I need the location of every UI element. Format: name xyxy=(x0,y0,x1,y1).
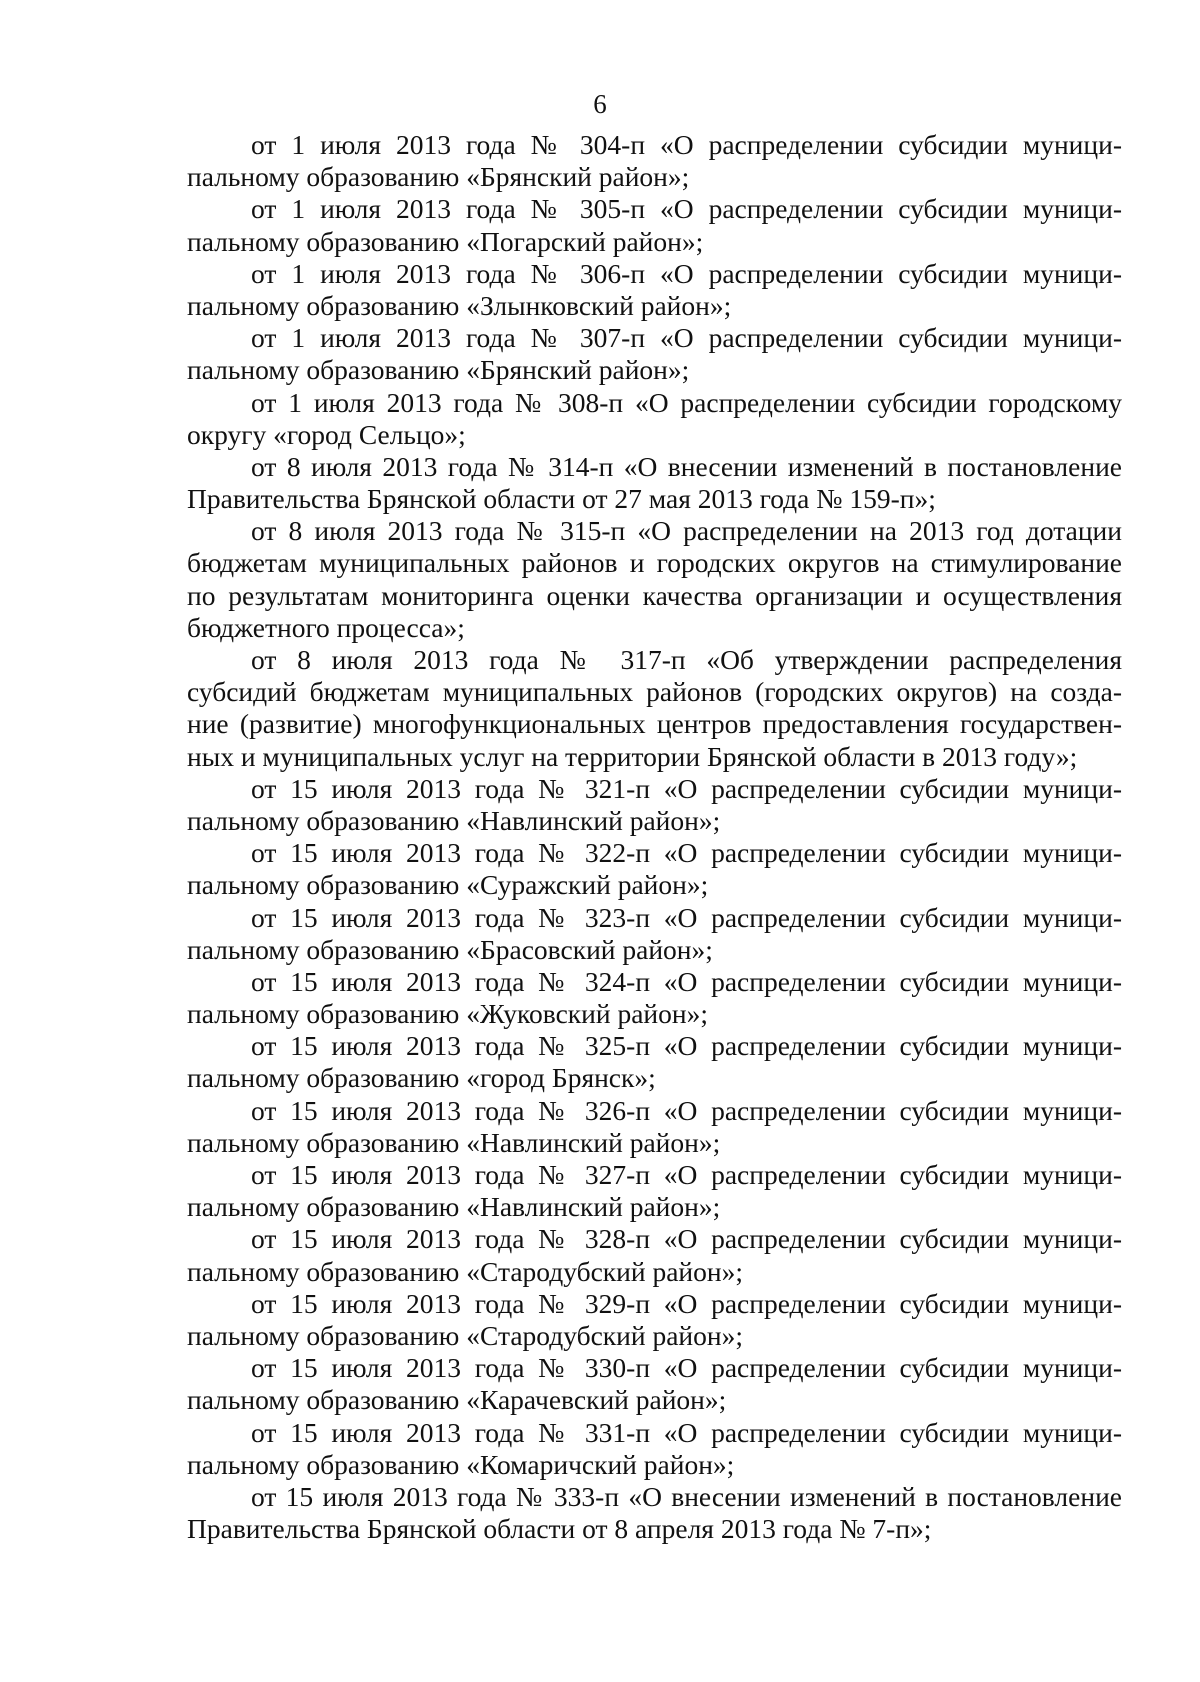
text-line: пальному образованию «Комаричский район»; xyxy=(187,1448,735,1480)
text-line: от 1 июля 2013 года № 305-п «О распределении субсидии муници- xyxy=(251,193,1122,225)
text-line: Правительства Брянской области от 27 мая 2013 года № 159-п»; xyxy=(187,483,936,515)
text-line: от 1 июля 2013 года № 304-п «О распределении субсидии муници- xyxy=(251,129,1122,160)
text-line: пальному образованию «Брасовский район»; xyxy=(187,933,713,965)
text-line: пальному образованию «Жуковский район»; xyxy=(187,998,708,1030)
list-entry xyxy=(187,322,1122,386)
text-line: от 1 июля 2013 года № 307-п «О распределении субсидии муници- xyxy=(251,322,1122,354)
text-line: пальному образованию «Навлинский район»; xyxy=(187,1191,721,1223)
text-line: от 8 июля 2013 года № 314-п «О внесении изменений в постановление xyxy=(251,450,1122,482)
list-entry xyxy=(187,515,1122,644)
text-line: пальному образованию «Погарский район»; xyxy=(187,225,704,257)
list-entry xyxy=(187,902,1122,966)
text-line: пальному образованию «Навлинский район»; xyxy=(187,1126,721,1158)
text-line: бюджетам муниципальных районов и городских округов на стимулирование xyxy=(187,547,1122,579)
text-line: от 15 июля 2013 года № 331-п «О распределении субсидии муници- xyxy=(251,1416,1122,1448)
list-entry xyxy=(187,644,1122,773)
text-line: от 15 июля 2013 года № 324-п «О распределении субсидии муници- xyxy=(251,965,1122,997)
text-line: ных и муниципальных услуг на территории Брянской области в 2013 году»; xyxy=(187,740,1078,772)
text-line: от 15 июля 2013 года № 330-п «О распределении субсидии муници- xyxy=(251,1352,1122,1384)
text-line: от 1 июля 2013 года № 308-п «О распределении субсидии городскому xyxy=(251,386,1122,418)
list-entry xyxy=(187,1481,1122,1545)
text-line: от 15 июля 2013 года № 328-п «О распределении субсидии муници- xyxy=(251,1223,1122,1255)
text-line: по результатам мониторинга оценки качества организации и осуществления xyxy=(187,579,1122,611)
text-line: округу «город Сельцо»; xyxy=(187,418,466,450)
text-line: от 8 июля 2013 года № 315-п «О распределении на 2013 год дотации xyxy=(251,515,1122,547)
list-entry xyxy=(187,129,1122,193)
text-line: от 8 июля 2013 года № 317-п «Об утверждении распределения xyxy=(251,644,1122,675)
list-entry xyxy=(187,1417,1122,1481)
text-line: от 15 июля 2013 года № 329-п «О распределении субсидии муници- xyxy=(251,1287,1122,1319)
text-line: пальному образованию «город Брянск»; xyxy=(187,1062,656,1094)
text-line: ние (развитие) многофункциональных центров предоставления государствен- xyxy=(187,708,1122,740)
list-entry xyxy=(187,193,1122,257)
text-line: от 15 июля 2013 года № 326-п «О распределении субсидии муници- xyxy=(251,1094,1122,1126)
document-body xyxy=(187,129,1122,1545)
list-entry xyxy=(187,1030,1122,1094)
text-line: от 15 июля 2013 года № 321-п «О распределении субсидии муници- xyxy=(251,772,1122,804)
text-line: пальному образованию «Брянский район»; xyxy=(187,161,690,193)
text-line: от 1 июля 2013 года № 306-п «О распределении субсидии муници- xyxy=(251,257,1122,289)
list-entry xyxy=(187,966,1122,1030)
list-entry xyxy=(187,1352,1122,1416)
text-line: пальному образованию «Злынковский район»; xyxy=(187,289,732,321)
text-line: от 15 июля 2013 года № 327-п «О распределении субсидии муници- xyxy=(251,1159,1122,1190)
list-entry xyxy=(187,837,1122,901)
text-line: пальному образованию «Карачевский район»; xyxy=(187,1384,727,1416)
list-entry xyxy=(187,258,1122,322)
list-entry xyxy=(187,1159,1122,1223)
list-entry xyxy=(187,773,1122,837)
text-line: от 15 июля 2013 года № 322-п «О распределении субсидии муници- xyxy=(251,837,1122,869)
text-line: пальному образованию «Суражский район»; xyxy=(187,869,709,901)
text-line: пальному образованию «Стародубский район»; xyxy=(187,1255,744,1287)
list-entry xyxy=(187,451,1122,515)
text-line: пальному образованию «Стародубский район»; xyxy=(187,1319,744,1351)
list-entry xyxy=(187,387,1122,451)
text-line: пальному образованию «Брянский район»; xyxy=(187,354,690,386)
text-line: Правительства Брянской области от 8 апреля 2013 года № 7-п»; xyxy=(187,1513,932,1545)
text-line: пальному образованию «Навлинский район»; xyxy=(187,804,721,836)
list-entry xyxy=(187,1223,1122,1287)
text-line: бюджетного процесса»; xyxy=(187,611,465,643)
text-line: от 15 июля 2013 года № 325-п «О распределении субсидии муници- xyxy=(251,1030,1122,1062)
text-line: от 15 июля 2013 года № 323-п «О распределении субсидии муници- xyxy=(251,901,1122,933)
list-entry xyxy=(187,1288,1122,1352)
text-line: субсидий бюджетам муниципальных районов (городских округов) на созда- xyxy=(187,676,1122,708)
text-line: от 15 июля 2013 года № 333-п «О внесении изменений в постановление xyxy=(251,1480,1122,1512)
list-entry xyxy=(187,1095,1122,1159)
page-number: 6 xyxy=(593,89,607,119)
